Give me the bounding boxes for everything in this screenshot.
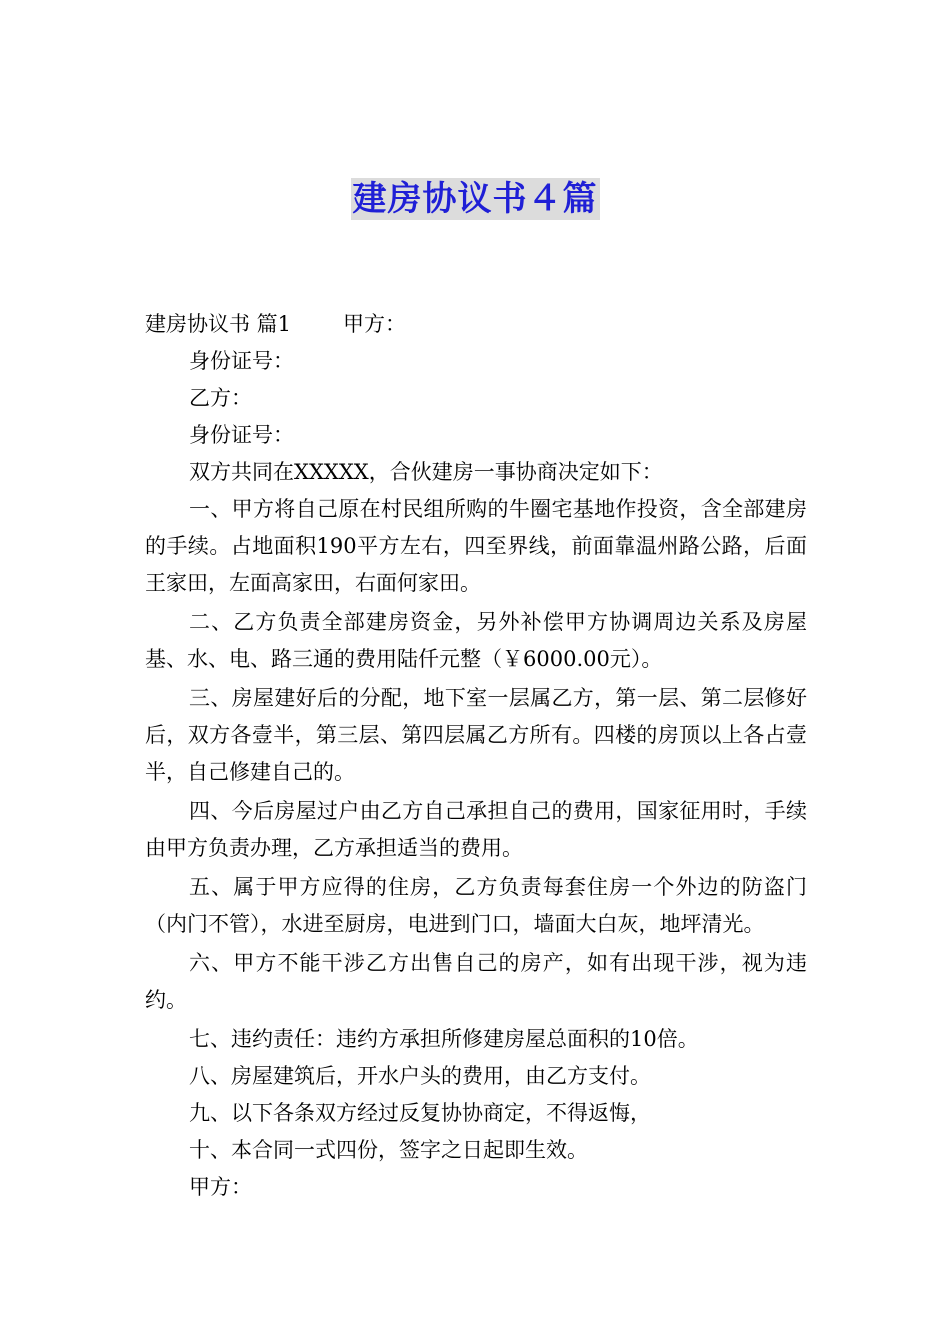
signature-party-a: 甲方： [189,1175,252,1199]
document-body [145,306,807,1206]
clause-4: 四、今后房屋过户由乙方自己承担自己的费用，国家征用时，手续由甲方负责办理，乙方承担适当的费用。 [145,799,807,860]
section-heading-line [145,306,807,343]
paragraph-id-a: 身份证号： [189,349,294,373]
clause-10: 十、本合同一式四份，签字之日起即生效。 [189,1138,588,1162]
paragraph-intro: 双方共同在XXXXX，合伙建房一事协商决定如下： [189,460,663,484]
clause-3: 三、房屋建好后的分配，地下室一层属乙方，第一层、第二层修好后，双方各壹半，第三层、第四层属乙方所有。四楼的房顶以上各占壹半，自己修建自己的。 [145,686,807,784]
document-title: 建房协议书４篇 [352,179,598,219]
clause-8: 八、房屋建筑后，开水户头的费用，由乙方支付。 [189,1064,651,1088]
clause-7: 七、违约责任：违约方承担所修建房屋总面积的10倍。 [189,1027,699,1051]
title-container [0,178,950,220]
clause-6: 六、甲方不能干涉乙方出售自己的房产，如有出现干涉，视为违约。 [145,951,807,1012]
clause-1: 一、甲方将自己原在村民组所购的牛圈宅基地作投资，含全部建房的手续。占地面积190平方左右，四至界线，前面靠温州路公路，后面王家田，左面高家田，右面何家田。 [145,497,807,595]
paragraph-id-b: 身份证号： [189,423,294,447]
paragraph-party-b: 乙方： [189,386,252,410]
party-a-label: 甲方： [343,312,407,336]
clause-2: 二、乙方负责全部建房资金，另外补偿甲方协调周边关系及房屋基、水、电、路三通的费用陆仟元整（￥6000.00元）。 [145,610,807,671]
section-label: 建房协议书 篇1 [145,312,292,336]
clause-5: 五、属于甲方应得的住房，乙方负责每套住房一个外边的防盗门（内门不管），水进至厨房，电进到门口，墙面大白灰，地坪清光。 [145,875,807,936]
clause-9: 九、以下各条双方经过反复协协商定，不得返悔， [189,1101,651,1125]
